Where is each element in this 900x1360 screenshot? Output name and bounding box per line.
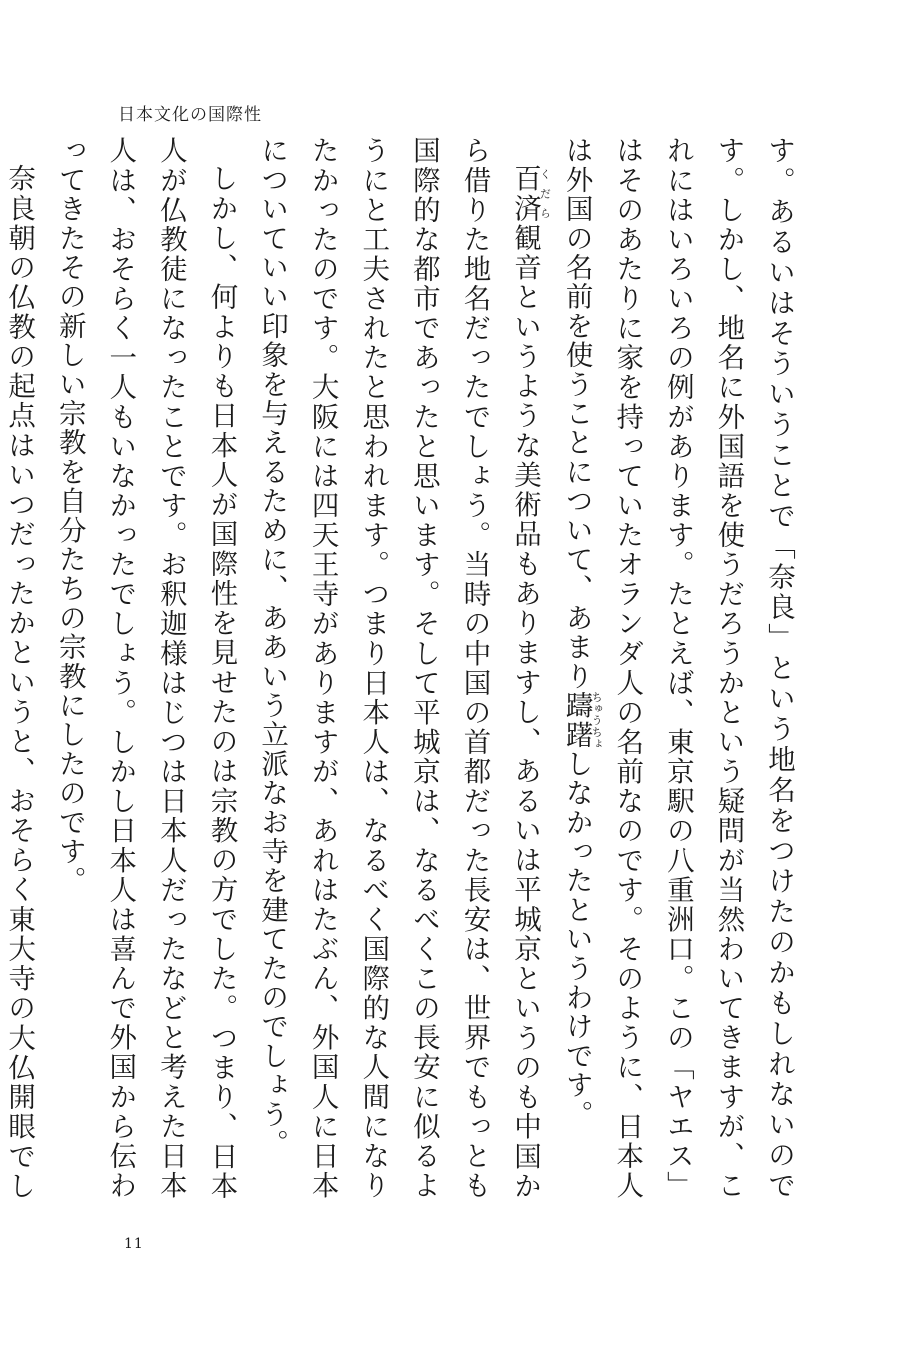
running-head: 日本文化の国際性: [118, 105, 262, 125]
paragraph-2: [246, 136, 551, 1200]
body-text: [3, 136, 804, 1200]
paragraph-4: [0, 136, 44, 1200]
ruby-kudara: 百済くだら: [509, 163, 552, 223]
paragraph-1-text: す。あるいはそういうことで「奈良」という地名をつけたのかもしれないのです。しかし、地名に外国語を使うだろうかという疑問が当然わいてきますが、これにはいろいろの例があります。たとえば、東京駅の八重洲口。この「ヤエス」はそのあたりに家を持っていたオランダ人の名前なのです。そのように、日本人は外国の名前を使うことについて、あまり: [560, 136, 795, 1200]
ruby-chucho: 躊躇ちゅうちょ: [560, 690, 604, 750]
paragraph-1-tail: しなかったというわけです。: [560, 749, 593, 1129]
paragraph-1: [551, 136, 804, 1200]
paragraph-2-text: 観音というような美術品もありますし、あるいは平城京というのも中国から借りた地名だったでしょう。当時の中国の首都だった長安は、世界でもっとも国際的な都市であったと思います。そして平城京は、なるべくこの長安に似るようにと工夫されたと思われます。つまり日本人は、なるべく国際的な人間になりたかったのです。大阪には四天王寺がありますが、あれはたぶん、外国人に日本についていい印象を与えるために、ああいう立派なお寺を建てたのでしょう。: [256, 136, 542, 1200]
paragraph-4-part-a: 奈良朝の仏教の起点はいつだったかというと、おそらく東大寺の大仏開眼でし: [3, 163, 36, 1200]
paragraph-3: しかし、何よりも日本人が国際性を見せたのは宗教の方でした。つまり、日本人が仏教徒になったことです。お釈迦様はじつは日本人だったなどと考えた日本人は、おそらく一人もいなかったでしょう。しかし日本人は喜んで外国から伝わってきたその新しい宗教を自分たちの宗教にしたのです。: [53, 136, 238, 1200]
page-number: 11: [124, 1236, 144, 1252]
